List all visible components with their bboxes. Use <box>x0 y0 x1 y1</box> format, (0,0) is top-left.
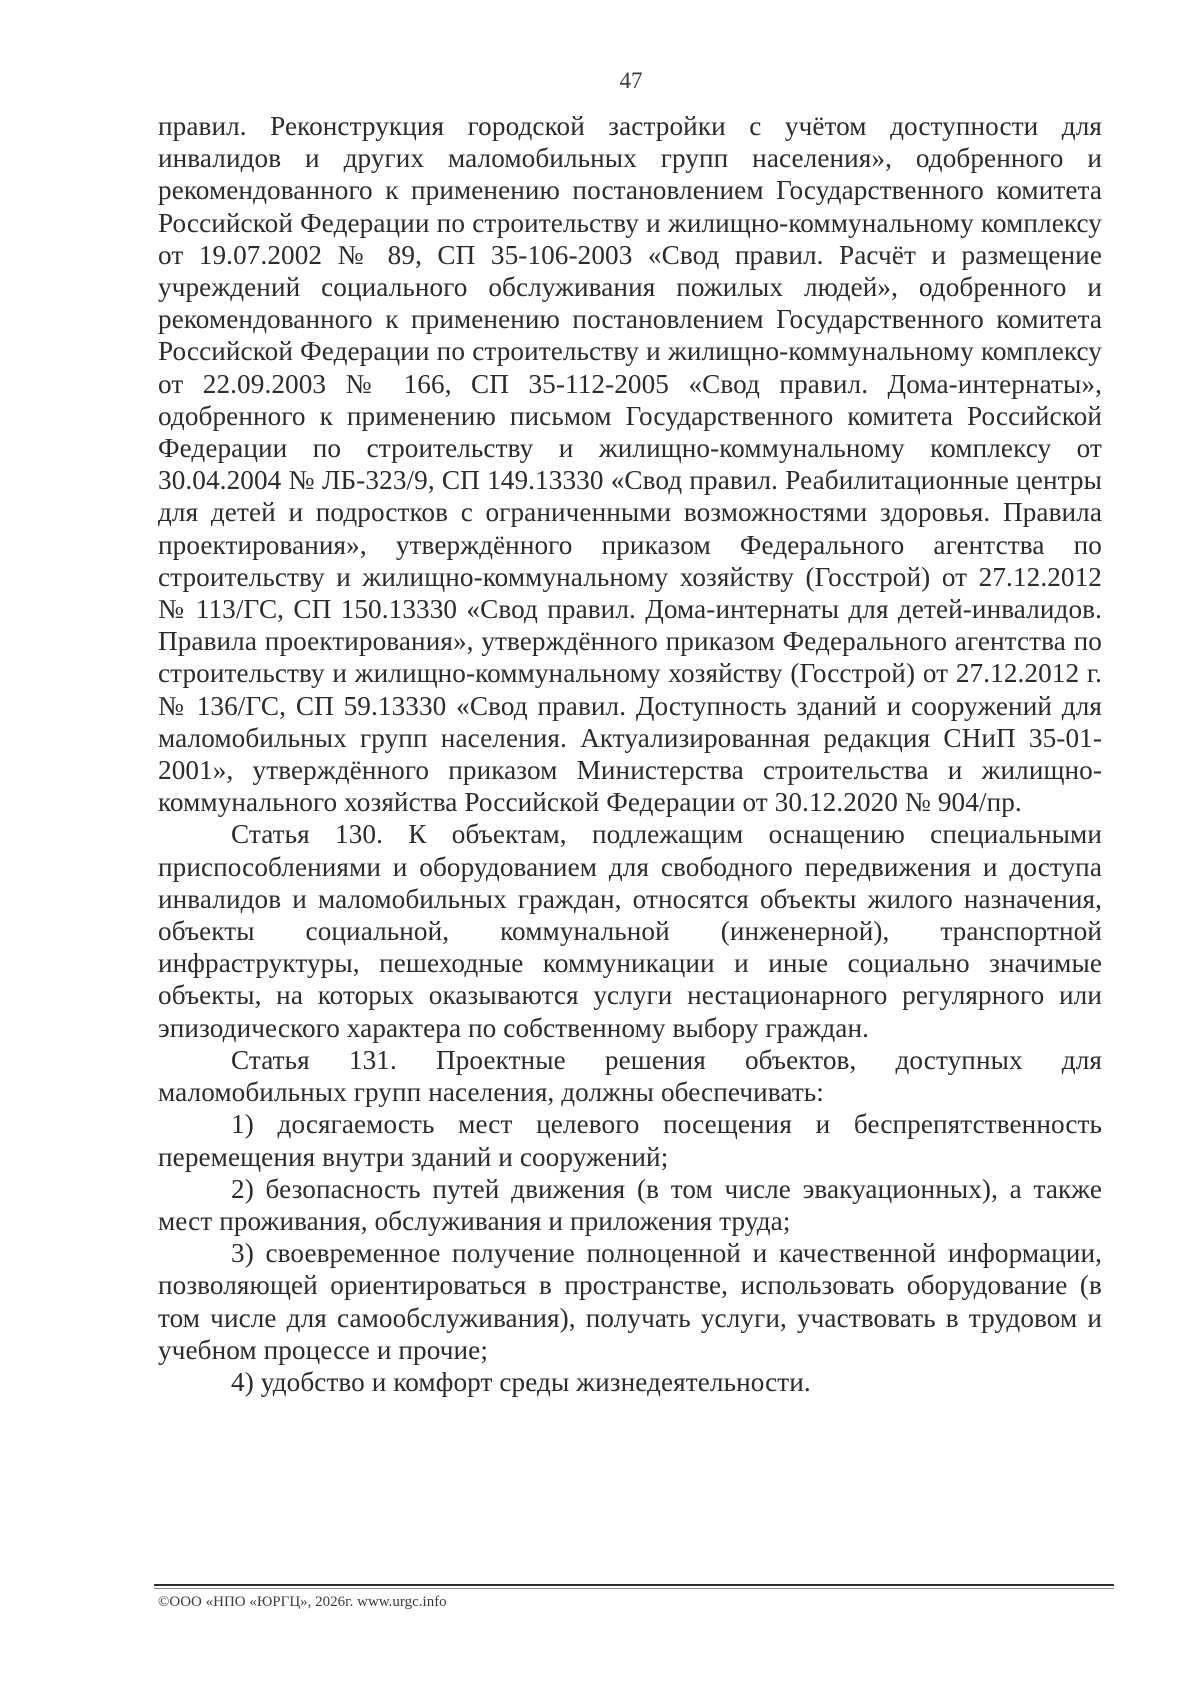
list-item-4: 4) удобство и комфорт среды жизнедеятельности. <box>231 1366 811 1397</box>
footer-copyright[interactable]: ©ООО «НПО «ЮРГЦ», 2026г. www.urgc.info <box>158 1594 447 1610</box>
paragraph-article-131: Статья 131. Проектные решения объектов, доступных для маломобильных групп населения, должны обеспечивать: <box>158 1044 1102 1108</box>
footer-divider <box>154 1584 1114 1586</box>
list-item-1: 1) досягаемость мест целевого посещения и беспрепятственность перемещения внутри зданий и сооружений; <box>158 1109 1102 1172</box>
list-item-3: 3) своевременное получение полноценной и качественной информации, позволяющей ориентироваться в пространстве, использовать оборудование (в том числе для самообслуживания), получать услуги, участвовать в трудовом и учебном процессе и прочие; <box>158 1238 1102 1365</box>
list-item-2: 2) безопасность путей движения (в том числе эвакуационных), а также мест проживания, обслуживания и приложения труда; <box>158 1173 1102 1236</box>
paragraph-article-130: Статья 130. К объектам, подлежащим оснащению специальными приспособлениями и оборудованием для свободного передвижения и доступа инвалидов и маломобильных граждан, относятся объекты жилого назначения, объекты социальной, коммунальной (инженерной), транспортной инфраструктуры, пешеходные коммуникации и иные социально значимые объекты, на которых оказываются услуги нестационарного регулярного или эпизодического характера по собственному выбору граждан. <box>158 819 1102 1043</box>
paragraph-continuation: правил. Реконструкция городской застройки с учётом доступности для инвалидов и других маломобильных групп населения», одобренного и рекомендованного к применению постановлением Государственного комитета Российской Федерации по строительству и жилищно-коммунальному комплексу от 19.07.2002 № 89, СП 35-106-2003 «Свод правил. Расчёт и размещение учреждений социального обслуживания пожилых людей», одобренного и рекомендованного к применению постановлением Государственного комитета Российской Федерации по строительству и жилищно-коммунальному комплексу от 22.09.2003 № 166, СП 35-112-2005 «Свод правил. Дома-интернаты», одобренного к применению письмом Государственного комитета Российской Федерации по строительству и жилищно-коммунальному комплексу от 30.04.2004 № ЛБ-323/9, СП 149.13330 «Свод правил. Реабилитационные центры для детей и подростков с ограниченными возможностями здоровья. Правила проектирования», утверждённого приказом Федерального агентства по строительству и жилищно-коммунальному хозяйству (Госстрой) от 27.12.2012 № 113/ГС, СП 150.13330 «Свод правил. Дома-интернаты для детей-инвалидов. Правила проектирования», утверждённого приказом Федерального агентства по строительству и жилищно-коммунальному хозяйству (Госстрой) от 27.12.2012 г. № 136/ГС, СП 59.13330 «Свод правил. Доступность зданий и сооружений для маломобильных групп населения. Актуализированная редакция СНиП 35-01-2001», утверждённого приказом Министерства строительства и жилищно-коммунального хозяйства Российской Федерации от 30.12.2020 № 904/пр. <box>158 111 1102 818</box>
document-body <box>158 110 1102 1398</box>
footer-divider-thin <box>154 1588 1114 1589</box>
page-number: 47 <box>619 68 643 93</box>
